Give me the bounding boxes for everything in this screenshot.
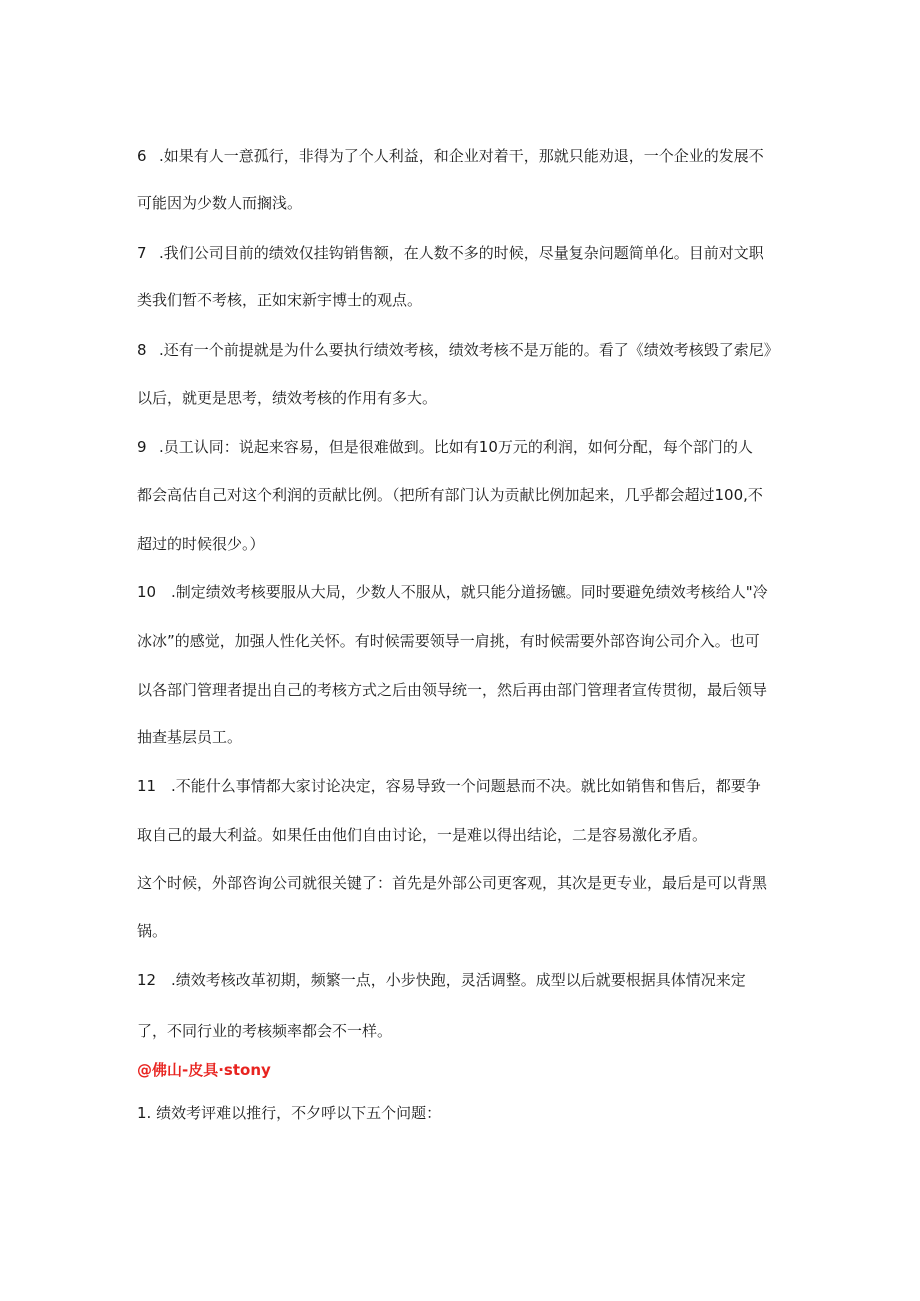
paragraph-10-line-2 bbox=[137, 631, 797, 651]
paragraph-text: 锅。 bbox=[137, 922, 168, 940]
item-number: 10 bbox=[137, 583, 157, 601]
item-number: 6 bbox=[137, 147, 147, 165]
item-number: 7 bbox=[137, 244, 147, 262]
paragraph-text: 这个时候，外部咨询公司就很关键了：首先是外部公司更客观，其次是更专业，最后是可以背黑 bbox=[137, 874, 768, 892]
paragraph-text: 了，不同行业的考核频率都会不一样。 bbox=[137, 1022, 393, 1040]
paragraph-text: 以后，就更是思考，绩效考核的作用有多大。 bbox=[137, 389, 438, 407]
paragraph-11-line-1 bbox=[137, 776, 797, 796]
paragraph-10-line-3 bbox=[137, 680, 797, 700]
paragraph-11-line-2 bbox=[137, 825, 797, 845]
item-number: 9 bbox=[137, 438, 147, 456]
author-mention: @佛山-皮具·stony bbox=[137, 1061, 271, 1079]
paragraph-text: .制定绩效考核要服从大局，少数人不服从，就只能分道扬镳。同时要避免绩效考核给人"冷 bbox=[171, 583, 768, 601]
item-number: 8 bbox=[137, 341, 147, 359]
paragraph-text: .绩效考核改革初期，频繁一点，小步快跑，灵活调整。成型以后就要根据具体情况来定 bbox=[171, 971, 746, 989]
paragraph-text: 类我们暂不考核，正如宋新宇博士的观点。 bbox=[137, 291, 423, 309]
paragraph-text: 以各部门管理者提出自己的考核方式之后由领导统一，然后再由部门管理者宣传贯彻，最后领导 bbox=[137, 681, 768, 699]
paragraph-10-line-4 bbox=[137, 727, 797, 747]
paragraph-text: .如果有人一意孤行，非得为了个人利益，和企业对着干，那就只能劝退，一个企业的发展不 bbox=[159, 147, 764, 165]
paragraph-text: 抽查基层员工。 bbox=[137, 728, 243, 746]
paragraph-followup-line-2 bbox=[137, 921, 797, 941]
item-number: 12 bbox=[137, 971, 157, 989]
list-item-1: 1. 绩效考评难以推行，不夕呼以下五个问题： bbox=[137, 1104, 442, 1122]
paragraph-9-line-3 bbox=[137, 534, 797, 554]
paragraph-6-line-2 bbox=[137, 193, 797, 213]
paragraph-text: .我们公司目前的绩效仅挂钩销售额，在人数不多的时候，尽量复杂问题简单化。目前对文职 bbox=[159, 244, 764, 262]
paragraph-text: 超过的时候很少。） bbox=[137, 535, 265, 553]
paragraph-12-line-2 bbox=[137, 1021, 797, 1041]
item-number: 11 bbox=[137, 777, 157, 795]
paragraph-text: 取自己的最大利益。如果任由他们自由讨论，一是难以得出结论，二是容易激化矛盾。 bbox=[137, 826, 708, 844]
paragraph-text: .员工认同：说起来容易，但是很难做到。比如有10万元的利润，如何分配，每个部门的人 bbox=[159, 438, 753, 456]
paragraph-text: 冰冰”的感觉，加强人性化关怀。有时候需要领导一肩挑，有时候需要外部咨询公司介入。也可 bbox=[137, 632, 760, 650]
paragraph-7-line-1 bbox=[137, 243, 797, 263]
paragraph-text: 都会高估自己对这个利润的贡献比例。（把所有部门认为贡献比例加起来，几乎都会超过100,不 bbox=[137, 486, 763, 504]
paragraph-text: .不能什么事情都大家讨论决定，容易导致一个问题悬而不决。就比如销售和售后，都要争 bbox=[171, 777, 761, 795]
paragraph-text: .还有一个前提就是为什么要执行绩效考核，绩效考核不是万能的。看了《绩效考核毁了索尼》 bbox=[159, 341, 779, 359]
paragraph-10-line-1 bbox=[137, 582, 797, 602]
paragraph-9-line-2 bbox=[137, 485, 797, 505]
paragraph-7-line-2 bbox=[137, 290, 797, 310]
paragraph-8-line-2 bbox=[137, 388, 797, 408]
paragraph-9-line-1 bbox=[137, 437, 797, 457]
paragraph-12-line-1 bbox=[137, 970, 797, 990]
paragraph-text: 可能因为少数人而搁浅。 bbox=[137, 194, 303, 212]
paragraph-8-line-1 bbox=[137, 340, 797, 360]
paragraph-followup-line-1 bbox=[137, 873, 797, 893]
paragraph-6-line-1 bbox=[137, 146, 797, 166]
